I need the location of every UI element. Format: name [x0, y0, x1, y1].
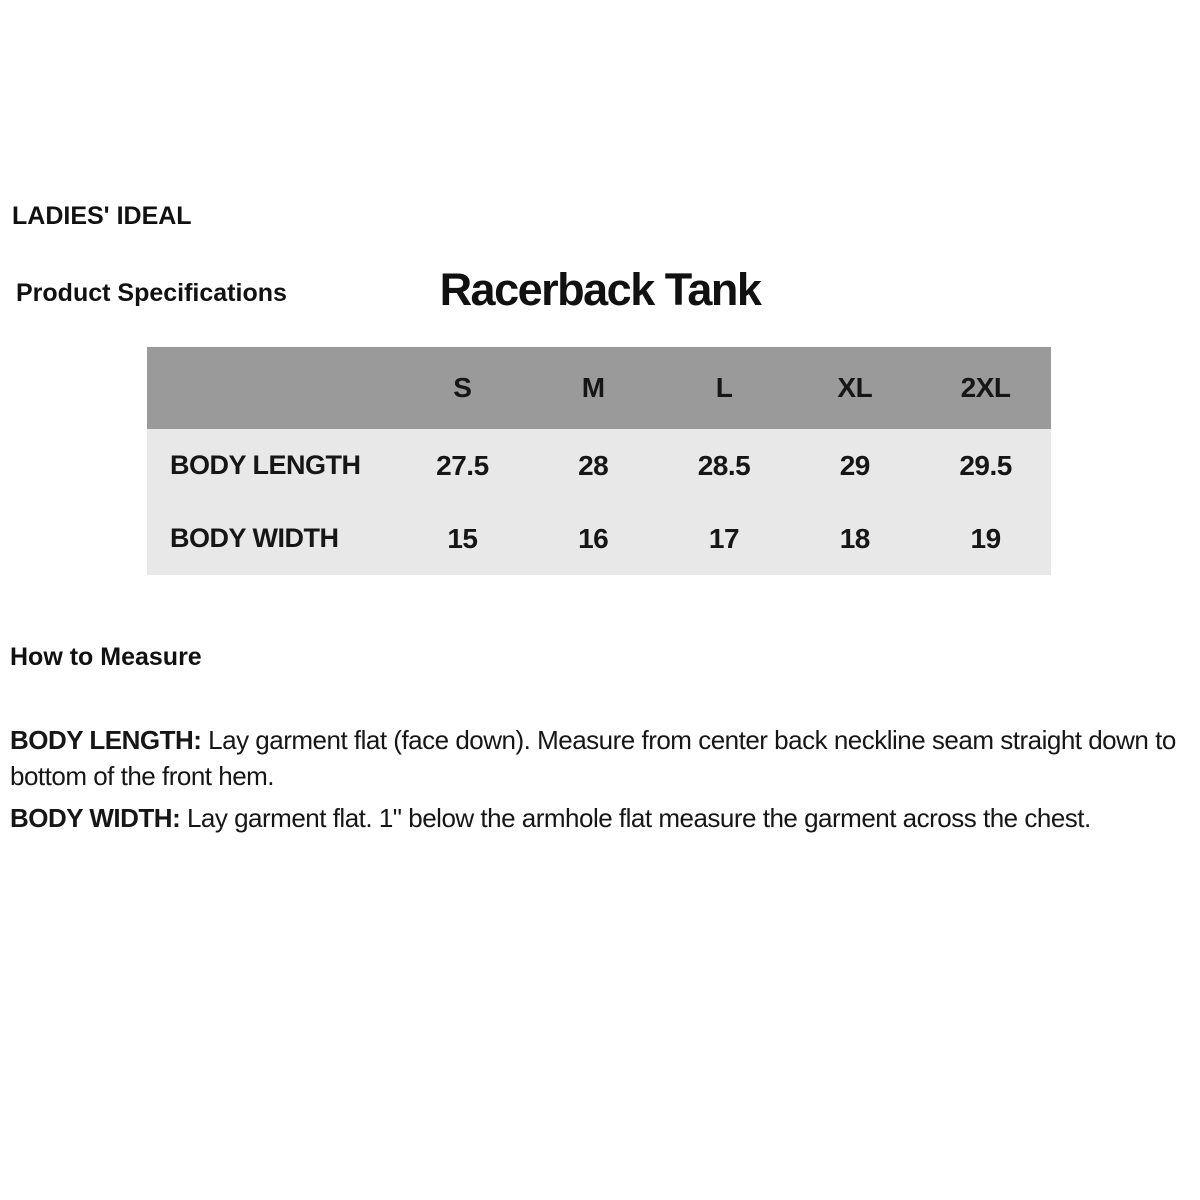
body-width-value-2xl: 19 — [970, 522, 1001, 554]
body-width-value-xl: 18 — [839, 522, 870, 554]
body-length-instruction-text: Lay garment flat (face down). Measure from center back neckline seam straight down to bottom of the front hem. — [10, 725, 1176, 791]
body-width-value-l: 17 — [708, 522, 740, 554]
body-width-instruction-term: BODY WIDTH: — [10, 803, 181, 833]
body-length-row-label: BODY LENGTH — [170, 450, 361, 480]
body-length-value-s: 27.5 — [436, 449, 489, 481]
size-header-l: L — [715, 372, 733, 403]
table-row-body-width — [147, 502, 1051, 575]
body-length-value-2xl: 29.5 — [959, 449, 1012, 481]
how-to-measure-heading: How to Measure — [10, 643, 202, 671]
brand-title: LADIES' IDEAL — [12, 202, 192, 230]
measuring-instructions — [10, 722, 1195, 842]
size-header-2xl: 2XL — [960, 372, 1011, 403]
body-width-instruction-text: Lay garment flat. 1" below the armhole flat measure the garment across the chest. — [180, 803, 1091, 833]
size-header-xl: XL — [837, 372, 873, 403]
product-name: Racerback Tank — [439, 264, 761, 315]
product-specifications-label: Product Specifications — [16, 279, 287, 307]
body-width-row-label: BODY WIDTH — [170, 523, 339, 553]
body-length-value-l: 28.5 — [697, 449, 751, 481]
body-length-instruction — [10, 722, 1195, 794]
size-header-m: M — [581, 372, 605, 403]
body-length-value-m: 28 — [578, 449, 609, 481]
body-width-value-m: 16 — [578, 522, 609, 554]
body-length-instruction-term: BODY LENGTH: — [10, 725, 202, 755]
size-header-row — [147, 347, 1051, 429]
size-header-s: S — [453, 372, 472, 403]
body-width-value-s: 15 — [447, 522, 478, 554]
table-row-body-length — [147, 429, 1051, 502]
body-length-value-xl: 29 — [839, 449, 870, 481]
size-spec-table — [147, 347, 1051, 575]
body-width-instruction — [10, 800, 1195, 836]
